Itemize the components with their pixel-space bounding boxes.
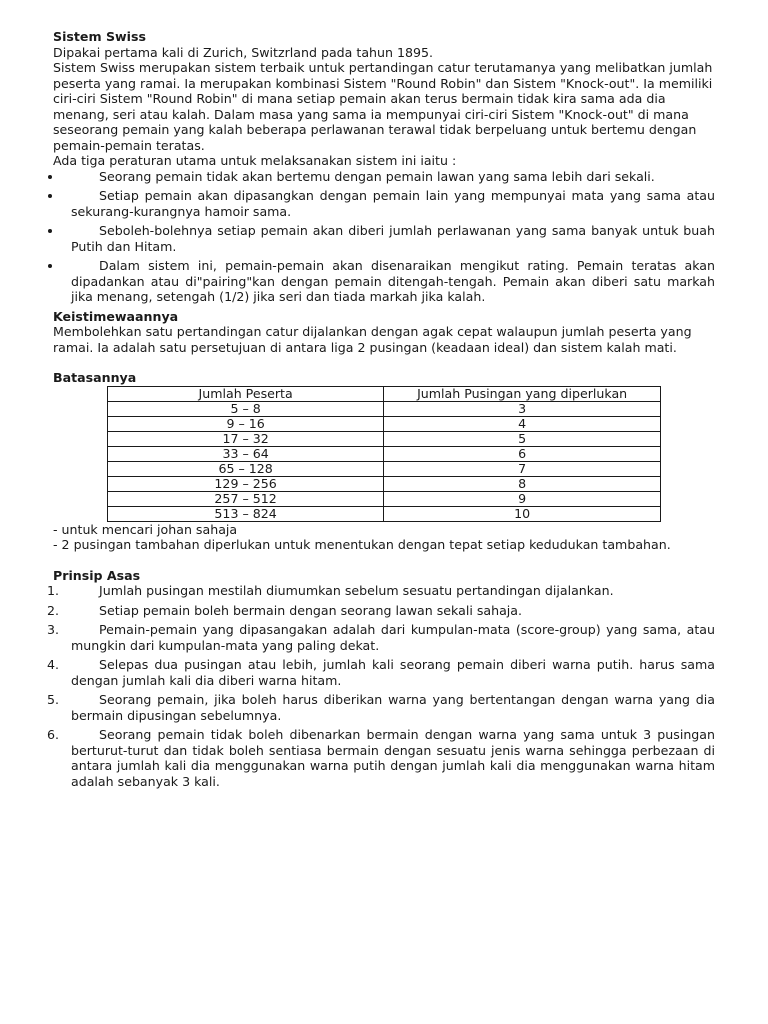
document-page: [47, 29, 715, 793]
list-item: [47, 692, 715, 723]
table-cell-pusingan: 5: [384, 431, 661, 446]
table-row: [108, 491, 661, 506]
list-item: [47, 622, 715, 653]
list-item: [47, 657, 715, 688]
list-item: [53, 169, 715, 185]
batasan-note-2: - 2 pusingan tambahan diperlukan untuk menentukan dengan tepat setiap kedudukan tambahan.: [53, 537, 671, 552]
table-cell-peserta: 17 – 32: [108, 431, 384, 446]
list-number: 6.: [47, 727, 60, 742]
table-cell-pusingan: 6: [384, 446, 661, 461]
bullet-text: Seorang pemain tidak akan bertemu dengan pemain lawan yang sama lebih dari sekali.: [99, 168, 655, 184]
intro-line-1: Dipakai pertama kali di Zurich, Switzrland pada tahun 1895.: [53, 44, 434, 60]
section-title-prinsip: Prinsip Asas: [53, 567, 141, 583]
list-number: 3.: [47, 622, 60, 637]
table-header-peserta: Jumlah Peserta: [108, 386, 384, 401]
principles-numbered-list: [47, 583, 715, 789]
list-item: [47, 583, 715, 599]
list-item: [47, 602, 715, 619]
list-number: 5.: [47, 692, 60, 707]
table-cell-pusingan: 8: [384, 476, 661, 491]
list-item-text: Seorang pemain, jika boleh harus diberikan warna yang bertentangan dengan warna yang dia bermain dipusingan sebelumnya.: [71, 692, 715, 723]
table-header-row: [108, 386, 661, 401]
table-cell-pusingan: 3: [384, 401, 661, 416]
section-title-keistimewaan: Keistimewaannya: [53, 308, 179, 324]
table-cell-pusingan: 4: [384, 416, 661, 431]
table-header-pusingan: Jumlah Pusingan yang diperlukan: [384, 386, 661, 401]
list-number: 2.: [47, 602, 60, 618]
table-cell-peserta: 33 – 64: [108, 446, 384, 461]
bullet-icon: [48, 229, 52, 233]
keistimewaan-text: Membolehkan satu pertandingan catur dijalankan dengan agak cepat walaupun jumlah peserta yang ramai. Ia adalah satu persetujuan di antara liga 2 pusingan (keadaan ideal) dan sistem kalah mati.: [53, 324, 692, 355]
list-item-text: Jumlah pusingan mestilah diumumkan sebelum sesuatu pertandingan dijalankan.: [99, 583, 614, 598]
table-cell-peserta: 513 – 824: [108, 506, 384, 521]
table-row: [108, 506, 661, 521]
table-row: [108, 431, 661, 446]
list-item: [53, 258, 715, 305]
list-item-text: Selepas dua pusingan atau lebih, jumlah kali seorang pemain diberi warna putih. harus sama dengan jumlah kali dia diberi warna hitam.: [71, 657, 715, 688]
table-cell-peserta: 65 – 128: [108, 461, 384, 476]
bullet-icon: [48, 194, 52, 198]
rules-bullet-list: [53, 169, 715, 305]
table-cell-pusingan: 7: [384, 461, 661, 476]
intro-rules-lead: Ada tiga peraturan utama untuk melaksanakan sistem ini iaitu :: [53, 153, 457, 168]
table-cell-peserta: 9 – 16: [108, 416, 384, 431]
table-cell-peserta: 5 – 8: [108, 401, 384, 416]
table-row: [108, 476, 661, 491]
intro-paragraph: Sistem Swiss merupakan sistem terbaik untuk pertandingan catur terutamanya yang melibatkan jumlah peserta yang ramai. Ia merupakan kombinasi Sistem "Round Robin" dan Sistem "Knock-out". Ia memiliki ciri-ciri Sistem "Round Robin" di mana setiap pemain akan terus bermain tidak kira sama ada dia menang, seri atau kalah. Dalam masa yang sama ia mempunyai ciri-ciri Sistem "Knock-out" di mana seseorang pemain yang kalah beberapa perlawanan terawal tidak berpeluang untuk bertemu dengan pemain-pemain teratas.: [53, 60, 713, 153]
list-item-text: Setiap pemain boleh bermain dengan seorang lawan sekali sahaja.: [99, 602, 523, 618]
spacer: [53, 355, 715, 370]
bullet-text: Seboleh-bolehnya setiap pemain akan diberi jumlah perlawanan yang sama banyak untuk buah Putih dan Hitam.: [71, 223, 715, 254]
batasan-note-1: - untuk mencari johan sahaja: [53, 521, 238, 537]
list-number: 4.: [47, 657, 60, 672]
table-row: [108, 401, 661, 416]
table-row: [108, 446, 661, 461]
table-cell-peserta: 257 – 512: [108, 491, 384, 506]
table-row: [108, 416, 661, 431]
section-title-batasan: Batasannya: [53, 370, 137, 385]
section-title-sistem-swiss: Sistem Swiss: [53, 29, 146, 44]
spacer: [53, 553, 715, 568]
table-cell-pusingan: 10: [384, 506, 661, 521]
table-cell-pusingan: 9: [384, 491, 661, 506]
bullet-icon: [48, 175, 52, 179]
table-cell-peserta: 129 – 256: [108, 476, 384, 491]
list-item: [47, 727, 715, 789]
list-item: [53, 223, 715, 254]
bullet-text: Dalam sistem ini, pemain-pemain akan disenaraikan mengikut rating. Pemain teratas akan dipadankan atau di"pairing"kan dengan pemain ditengah-tengah. Pemain akan diberi satu markah jika menang, setengah (1/2) jika seri dan tiada markah jika kalah.: [71, 258, 715, 304]
list-item: [53, 188, 715, 219]
table-row: [108, 461, 661, 476]
list-number: 1.: [47, 583, 60, 598]
list-item-text: Pemain-pemain yang dipasangakan adalah dari kumpulan-mata (score-group) yang sama, atau mungkin dari kumpulan-mata yang paling dekat.: [71, 622, 715, 653]
rounds-table: [107, 386, 661, 522]
bullet-icon: [48, 264, 52, 268]
list-item-text: Seorang pemain tidak boleh dibenarkan bermain dengan warna yang sama untuk 3 pusingan berturut-turut dan tidak boleh sentiasa bermain dengan sesuatu jenis warna sehingga perbezaan di antara jumlah kali dia menggunakan warna putih dengan jumlah kali dia menggunakan warna hitam adalah sebanyak 3 kali.: [71, 727, 715, 789]
bullet-text: Setiap pemain akan dipasangkan dengan pemain lain yang mempunyai mata yang sama atau sekurang-kurangnya hamoir sama.: [71, 188, 715, 219]
